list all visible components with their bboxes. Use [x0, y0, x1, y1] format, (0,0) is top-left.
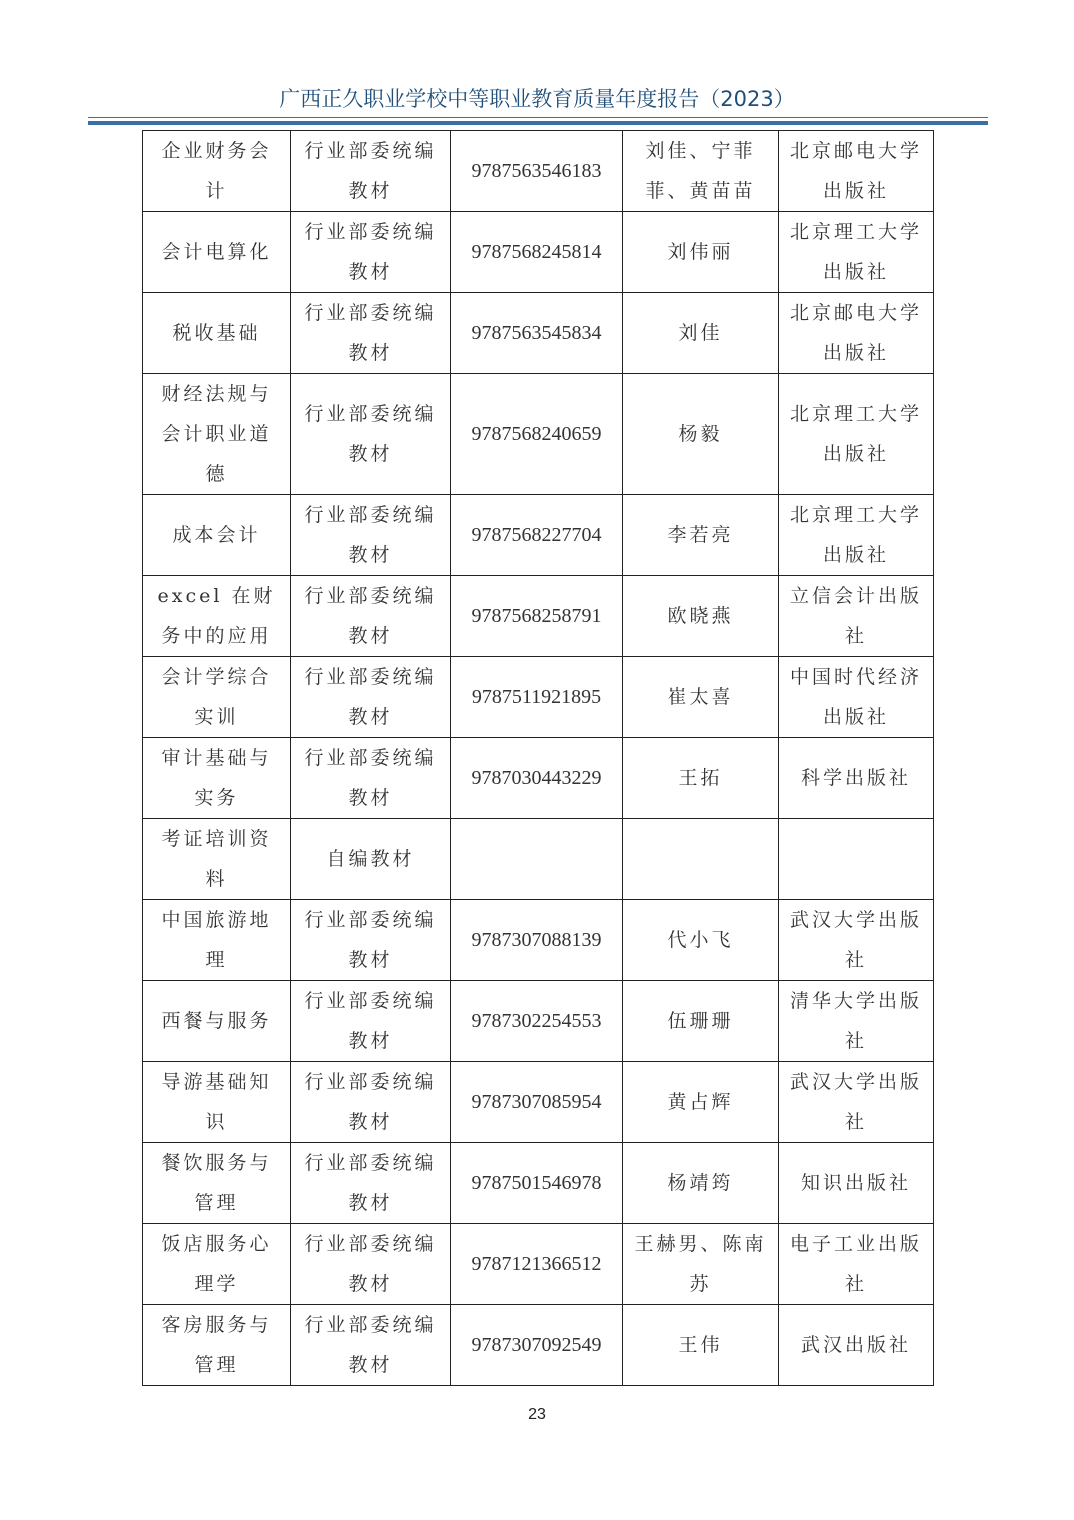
- publisher-cell: 武汉出版社: [779, 1305, 934, 1386]
- course-cell: 审计基础与实务: [143, 738, 291, 819]
- author-cell: 王赫男、陈南苏: [623, 1224, 779, 1305]
- isbn-cell: 9787568240659: [451, 374, 623, 495]
- type-cell: 行业部委统编教材: [291, 1305, 451, 1386]
- publisher-cell: 北京理工大学出版社: [779, 374, 934, 495]
- course-cell: 客房服务与管理: [143, 1305, 291, 1386]
- type-cell: 行业部委统编教材: [291, 212, 451, 293]
- course-cell: 导游基础知识: [143, 1062, 291, 1143]
- publisher-cell: 清华大学出版社: [779, 981, 934, 1062]
- publisher-cell: 中国时代经济出版社: [779, 657, 934, 738]
- publisher-cell: 武汉大学出版社: [779, 1062, 934, 1143]
- author-cell: 杨靖筠: [623, 1143, 779, 1224]
- table-row: [143, 1143, 934, 1224]
- header-rule-thick: [88, 121, 988, 125]
- publisher-cell: 北京理工大学出版社: [779, 212, 934, 293]
- author-cell: 欧晓燕: [623, 576, 779, 657]
- isbn-cell: 9787563546183: [451, 131, 623, 212]
- course-cell: 企业财务会计: [143, 131, 291, 212]
- table-row: [143, 900, 934, 981]
- author-cell: 黄占辉: [623, 1062, 779, 1143]
- course-cell: 考证培训资料: [143, 819, 291, 900]
- author-cell: 伍珊珊: [623, 981, 779, 1062]
- author-cell: 刘伟丽: [623, 212, 779, 293]
- publisher-cell: 知识出版社: [779, 1143, 934, 1224]
- type-cell: 行业部委统编教材: [291, 1143, 451, 1224]
- course-cell: 成本会计: [143, 495, 291, 576]
- publisher-cell: 科学出版社: [779, 738, 934, 819]
- course-cell: 中国旅游地理: [143, 900, 291, 981]
- isbn-cell: 9787307088139: [451, 900, 623, 981]
- author-cell: 王拓: [623, 738, 779, 819]
- table-row: [143, 738, 934, 819]
- table-row: [143, 576, 934, 657]
- course-cell: 会计电算化: [143, 212, 291, 293]
- publisher-cell: 北京邮电大学出版社: [779, 131, 934, 212]
- table-row: [143, 212, 934, 293]
- table-row: [143, 131, 934, 212]
- isbn-cell: 9787563545834: [451, 293, 623, 374]
- course-cell: 财经法规与会计职业道德: [143, 374, 291, 495]
- publisher-cell: 北京邮电大学出版社: [779, 293, 934, 374]
- publisher-cell: 北京理工大学出版社: [779, 495, 934, 576]
- author-cell: 崔太喜: [623, 657, 779, 738]
- isbn-cell: 9787307085954: [451, 1062, 623, 1143]
- type-cell: 行业部委统编教材: [291, 1062, 451, 1143]
- type-cell: 行业部委统编教材: [291, 293, 451, 374]
- author-cell: 刘佳: [623, 293, 779, 374]
- isbn-cell: 9787307092549: [451, 1305, 623, 1386]
- table-row: [143, 1305, 934, 1386]
- table-row: [143, 981, 934, 1062]
- type-cell: 行业部委统编教材: [291, 495, 451, 576]
- course-cell: 西餐与服务: [143, 981, 291, 1062]
- course-cell: 会计学综合实训: [143, 657, 291, 738]
- header-rule-thin: [88, 117, 988, 118]
- type-cell: 行业部委统编教材: [291, 738, 451, 819]
- textbook-table: [142, 130, 934, 1386]
- author-cell: 王伟: [623, 1305, 779, 1386]
- course-cell: excel 在财务中的应用: [143, 576, 291, 657]
- isbn-cell: 9787568258791: [451, 576, 623, 657]
- author-cell: 刘佳、宁菲菲、黄苗苗: [623, 131, 779, 212]
- course-cell: 税收基础: [143, 293, 291, 374]
- author-cell: 代小飞: [623, 900, 779, 981]
- table-row: [143, 495, 934, 576]
- isbn-cell: 9787511921895: [451, 657, 623, 738]
- type-cell: 行业部委统编教材: [291, 1224, 451, 1305]
- publisher-cell: 电子工业出版社: [779, 1224, 934, 1305]
- isbn-cell: 9787501546978: [451, 1143, 623, 1224]
- isbn-cell: 9787568227704: [451, 495, 623, 576]
- type-cell: 行业部委统编教材: [291, 131, 451, 212]
- table-row: [143, 819, 934, 900]
- type-cell: 行业部委统编教材: [291, 576, 451, 657]
- author-cell: 杨毅: [623, 374, 779, 495]
- type-cell: 行业部委统编教材: [291, 374, 451, 495]
- table-row: [143, 1062, 934, 1143]
- isbn-cell: 9787568245814: [451, 212, 623, 293]
- type-cell: 行业部委统编教材: [291, 900, 451, 981]
- table-row: [143, 293, 934, 374]
- isbn-cell: 9787121366512: [451, 1224, 623, 1305]
- author-cell: 李若亮: [623, 495, 779, 576]
- course-cell: 饭店服务心理学: [143, 1224, 291, 1305]
- page-header-title: 广西正久职业学校中等职业教育质量年度报告（2023）: [279, 87, 795, 111]
- page-number: 23: [528, 1406, 546, 1423]
- type-cell: 行业部委统编教材: [291, 981, 451, 1062]
- course-cell: 餐饮服务与管理: [143, 1143, 291, 1224]
- publisher-cell: 武汉大学出版社: [779, 900, 934, 981]
- isbn-cell: 9787302254553: [451, 981, 623, 1062]
- table-row: [143, 657, 934, 738]
- type-cell: 自编教材: [291, 819, 451, 900]
- table-row: [143, 1224, 934, 1305]
- table-row: [143, 374, 934, 495]
- publisher-cell: [779, 819, 934, 900]
- isbn-cell: 9787030443229: [451, 738, 623, 819]
- author-cell: [623, 819, 779, 900]
- type-cell: 行业部委统编教材: [291, 657, 451, 738]
- isbn-cell: [451, 819, 623, 900]
- publisher-cell: 立信会计出版社: [779, 576, 934, 657]
